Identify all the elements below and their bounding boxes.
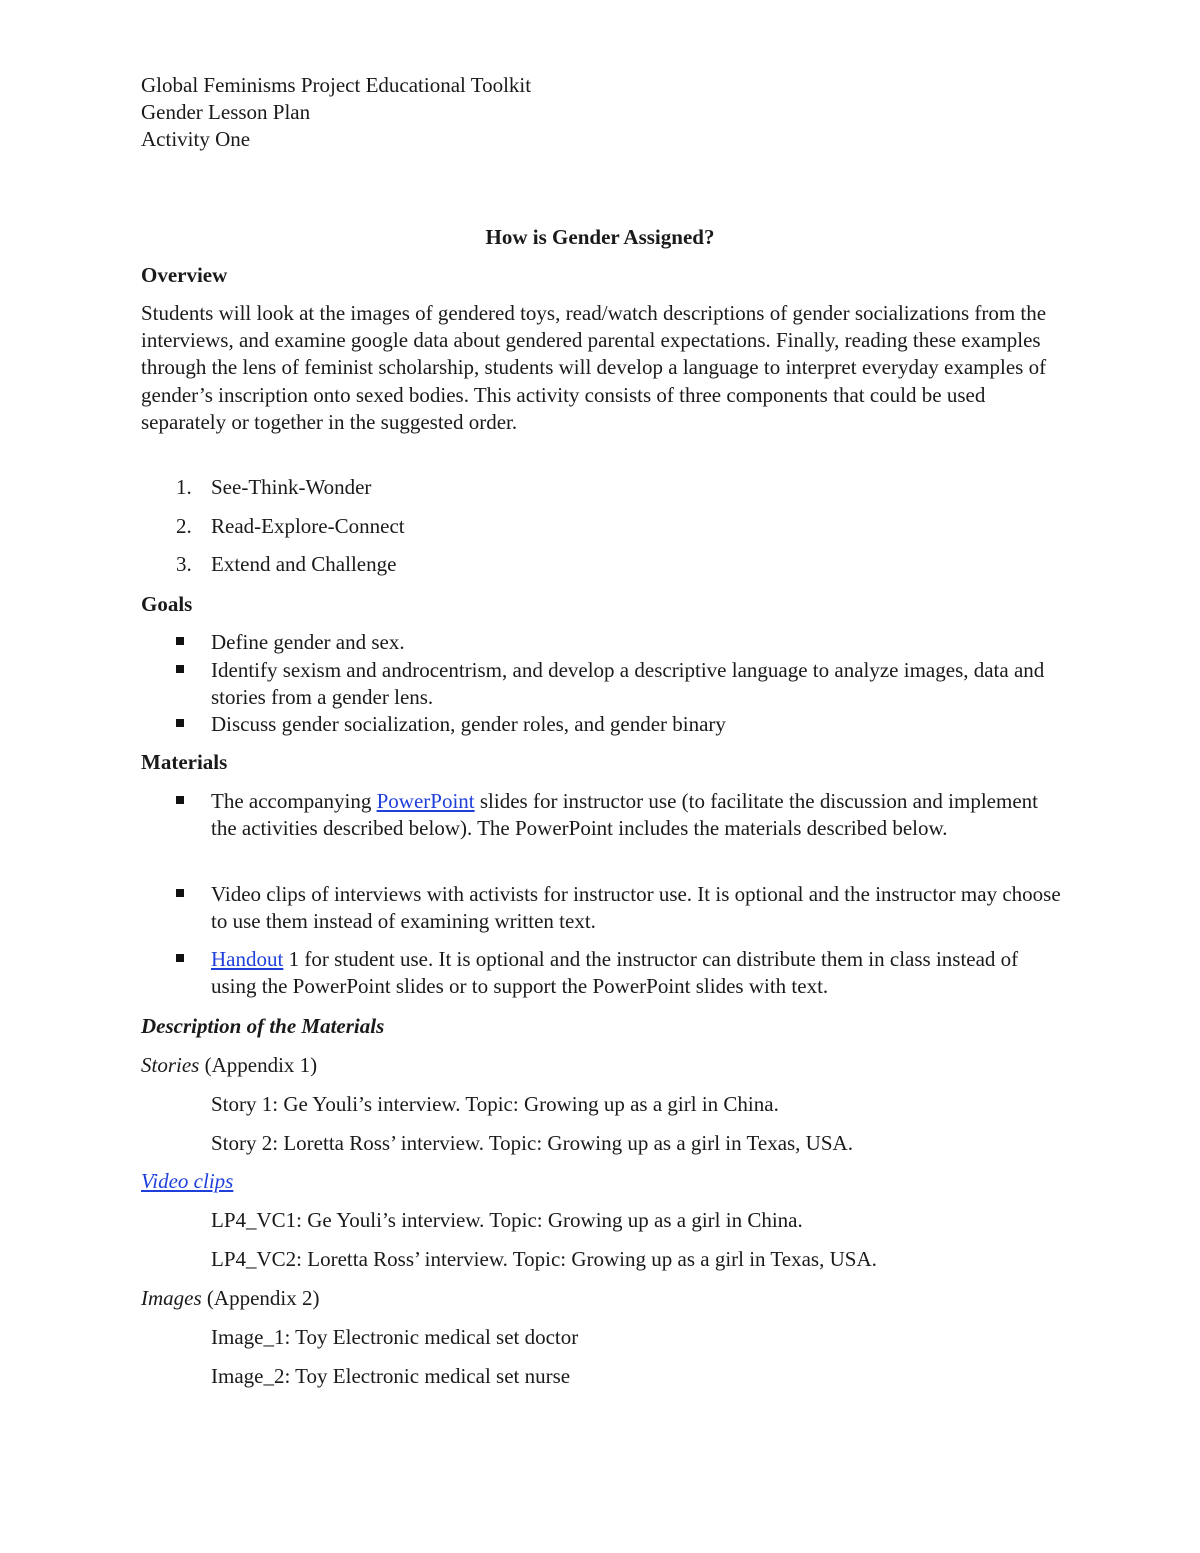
goal-item: [176, 629, 1066, 656]
document-header: [141, 72, 531, 153]
handout-link[interactable]: Handout: [211, 947, 284, 971]
goal-item: [176, 711, 1066, 738]
images-label-suffix: (Appendix 2): [201, 1286, 320, 1310]
images-label: [141, 1285, 319, 1312]
list-item-number: 1.: [176, 475, 192, 499]
description-heading: Description of the Materials: [141, 1014, 385, 1038]
video-clips-link[interactable]: Video clips: [141, 1169, 234, 1193]
image-item: Image_1: Toy Electronic medical set doctor: [211, 1325, 579, 1349]
page-title: How is Gender Assigned?: [485, 225, 715, 249]
goal-text: Define gender and sex.: [211, 630, 405, 654]
story-item: Story 2: Loretta Ross’ interview. Topic: Growing up as a girl in Texas, USA.: [211, 1131, 853, 1155]
video-clip-item: LP4_VC1: Ge Youli’s interview. Topic: Growing up as a girl in China.: [211, 1208, 803, 1232]
stories-label-suffix: (Appendix 1): [199, 1053, 318, 1077]
goals-heading: Goals: [141, 592, 193, 616]
stories-label-italic: Stories: [141, 1053, 200, 1077]
list-item: [176, 474, 371, 501]
material-text-start: The accompanying: [211, 789, 377, 813]
bullet-icon: [176, 889, 184, 897]
list-item-label: See-Think-Wonder: [211, 475, 372, 499]
overview-paragraph: Students will look at the images of gendered toys, read/watch descriptions of gender socializations from the interviews, and examine google data about gendered parental expectations. Finally, reading these examples through the lens of feminist scholarship, students will develop a language to interpret everyday examples of gender’s inscription onto sexed bodies. This activity consists of three components that could be used separately or together in the suggested order.: [141, 301, 1047, 434]
overview-heading: Overview: [141, 263, 228, 287]
powerpoint-link[interactable]: PowerPoint: [376, 789, 475, 813]
material-text-end: 1 for student use. It is optional and the instructor can distribute them in class instead of using the PowerPoint slides or to support the PowerPoint slides with text.: [211, 947, 1019, 999]
image-item: Image_2: Toy Electronic medical set nurse: [211, 1364, 571, 1388]
materials-heading: Materials: [141, 750, 228, 774]
material-text: Video clips of interviews with activists for instructor use. It is optional and the instructor may choose to use them instead of examining written text.: [211, 882, 1061, 934]
list-item-label: Read-Explore-Connect: [211, 514, 405, 538]
story-item: Story 1: Ge Youli’s interview. Topic: Growing up as a girl in China.: [211, 1092, 779, 1116]
bullet-icon: [176, 796, 184, 804]
material-text-end: slides for instructor use (to facilitate the discussion and implement the activities described below). The PowerPoint includes the materials described below.: [211, 789, 1038, 841]
bullet-icon: [176, 637, 184, 645]
bullet-icon: [176, 954, 184, 962]
stories-label: [141, 1052, 317, 1079]
list-item-number: 2.: [176, 514, 192, 538]
header-lesson-plan: Gender Lesson Plan: [141, 100, 311, 124]
header-activity: Activity One: [141, 127, 251, 151]
material-item: [176, 946, 1066, 1000]
video-clip-item: LP4_VC2: Loretta Ross’ interview. Topic: Growing up as a girl in Texas, USA.: [211, 1247, 877, 1271]
material-text: [211, 946, 1066, 1000]
list-item-number: 3.: [176, 552, 192, 576]
list-item: [176, 551, 396, 578]
goal-text: Identify sexism and androcentrism, and develop a descriptive language to analyze images, data and stories from a gender lens.: [211, 658, 1045, 710]
bullet-icon: [176, 719, 184, 727]
material-text: [211, 788, 1066, 842]
material-item: [176, 881, 1066, 935]
goal-item: [176, 657, 1066, 711]
header-project-name: Global Feminisms Project Educational Toolkit: [141, 73, 532, 97]
material-item: [176, 788, 1066, 842]
goal-text: Discuss gender socialization, gender roles, and gender binary: [211, 712, 726, 736]
bullet-icon: [176, 665, 184, 673]
list-item-label: Extend and Challenge: [211, 552, 397, 576]
images-label-italic: Images: [141, 1286, 202, 1310]
list-item: [176, 513, 405, 540]
